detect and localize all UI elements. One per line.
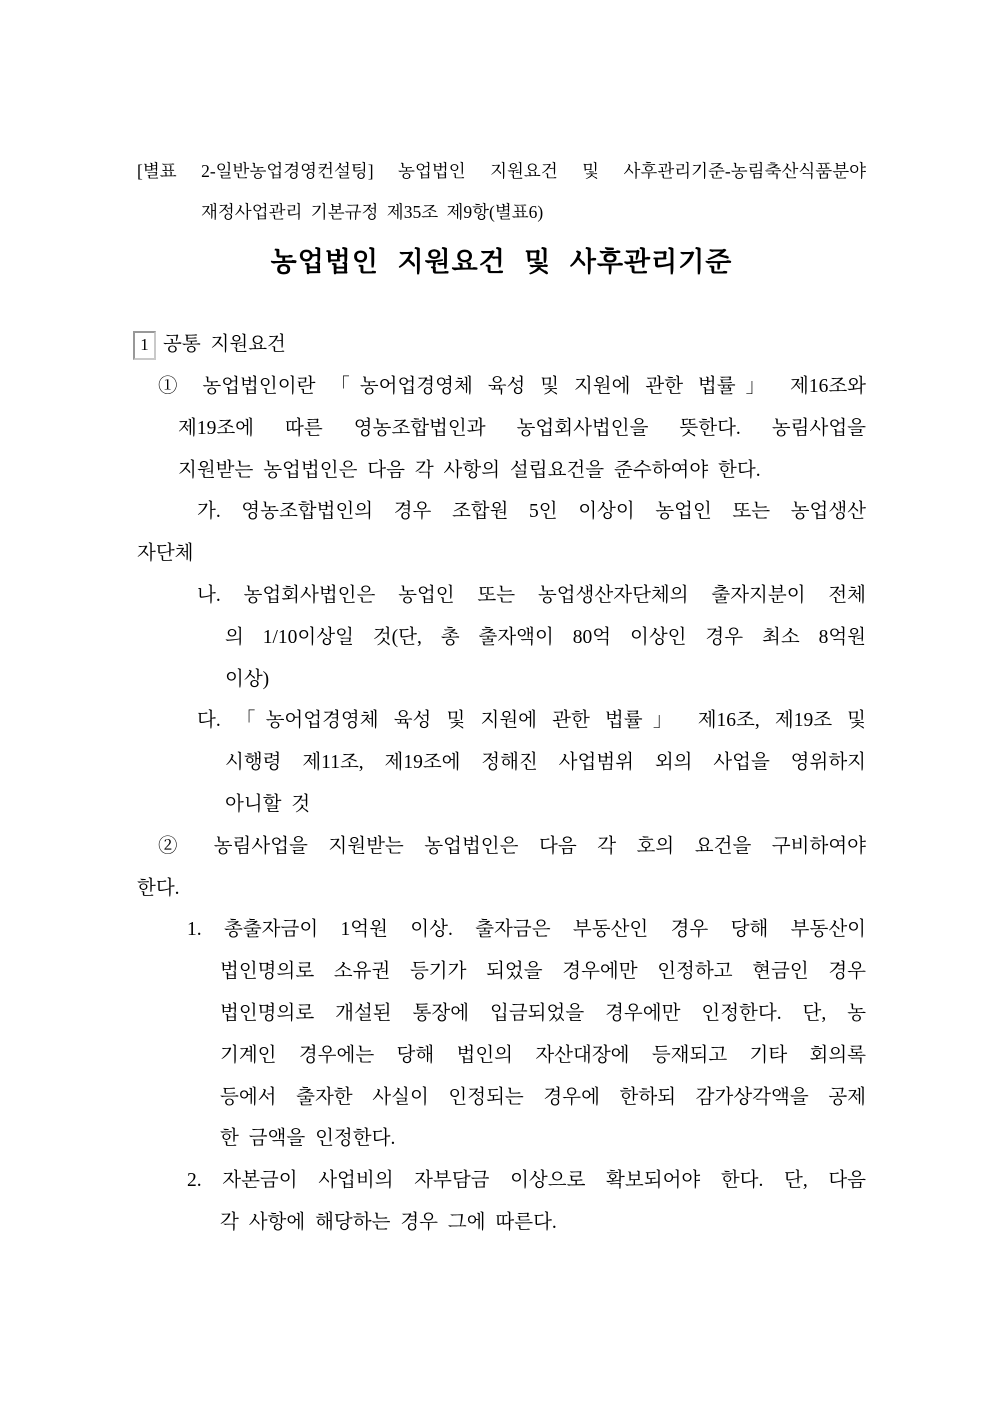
body-line: 의 1/10이상일 것(단, 총 출자액이 80억 이상인 경우 최소 8억원 (225, 626, 866, 648)
body-line: 1. 총출자금이 1억원 이상. 출자금은 부동산인 경우 당해 부동산이 (187, 919, 866, 941)
body-line: 한 금액을 인정한다. (220, 1128, 396, 1150)
body-line: 한다. (137, 877, 180, 899)
body-line: 가. 영농조합법인의 경우 조합원 5인 이상이 농업인 또는 농업생산 (197, 501, 866, 523)
body-line: 다. 「농어업경영체 육성 및 지원에 관한 법률」 제16조, 제19조 및 (197, 710, 866, 732)
page-title: 농업법인 지원요건 및 사후관리기준 (270, 247, 733, 277)
body-line: 법인명의로 소유권 등기가 되었을 경우에만 인정하고 현금인 경우 (220, 961, 866, 983)
section-heading (137, 330, 866, 360)
body-text (137, 366, 866, 1244)
body-line: 자단체 (137, 543, 194, 565)
body-line: ② 농림사업을 지원받는 농업법인은 다음 각 호의 요건을 구비하여야 (158, 835, 866, 857)
body-line: 등에서 출자한 사실이 인정되는 경우에 한하되 감가상각액을 공제 (220, 1086, 866, 1108)
section-heading-label: 공통 지원요건 (163, 334, 286, 355)
body-line: 기계인 경우에는 당해 법인의 자산대장에 등재되고 기타 회의록 (220, 1044, 866, 1066)
body-line: 법인명의로 개설된 통장에 입금되었을 경우에만 인정한다. 단, 농 (220, 1002, 866, 1024)
body-line: 아니할 것 (225, 793, 311, 815)
document-content (137, 0, 866, 1244)
body-line: 각 사항에 해당하는 경우 그에 따른다. (220, 1211, 557, 1233)
body-line: 제19조에 따른 영농조합법인과 농업회사법인을 뜻한다. 농림사업을 (178, 417, 866, 439)
body-line: 시행령 제11조, 제19조에 정해진 사업범위 외의 사업을 영위하지 (225, 752, 866, 774)
body-line: 나. 농업회사법인은 농업인 또는 농업생산자단체의 출자지분이 전체 (197, 584, 866, 606)
body-line: 지원받는 농업법인은 다음 각 사항의 설립요건을 준수하여야 한다. (178, 459, 761, 481)
header-caption-line2: 재정사업관리 기본규정 제35조 제9항(별표6) (201, 202, 544, 222)
body-line: 이상) (225, 668, 270, 690)
header-caption-line1: [별표 2-일반농업경영컨설팅] 농업법인 지원요건 및 사후관리기준-농림축산식품분야 (137, 161, 866, 181)
section-number-box: 1 (133, 331, 156, 360)
body-line: ① 농업법인이란 「농어업경영체 육성 및 지원에 관한 법률」 제16조와 (158, 376, 866, 397)
body-line: 2. 자본금이 사업비의 자부담금 이상으로 확보되어야 한다. 단, 다음 (187, 1170, 866, 1192)
